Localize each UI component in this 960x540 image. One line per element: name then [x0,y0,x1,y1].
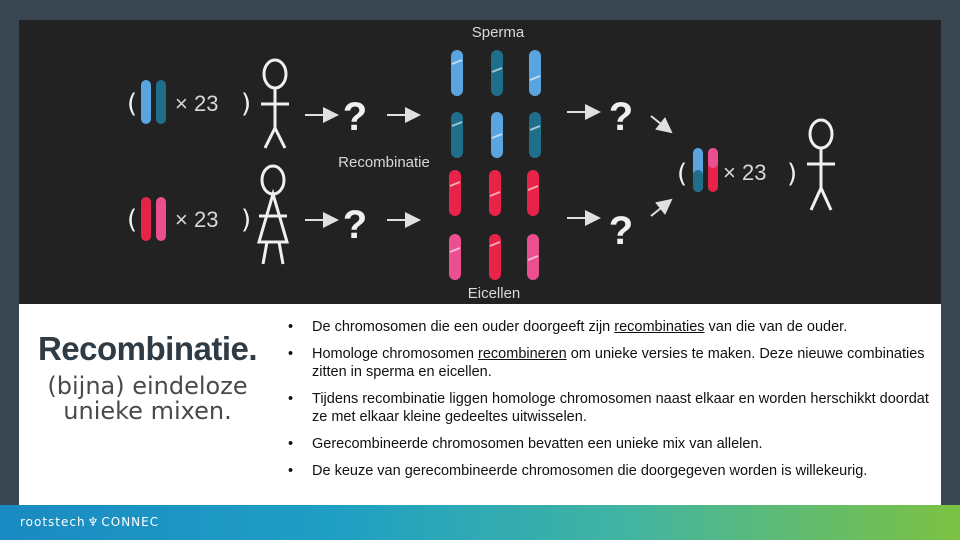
slide-subtitle [20,374,275,424]
egg-chromosome [527,170,539,216]
arrow-q-to-child-top [651,116,671,132]
slide-title-block [20,330,275,424]
bullet-item [288,462,948,480]
bullet-text: Homologe chromosomen [312,346,479,362]
open-paren: ( [677,159,688,189]
egg-chromosome [449,170,461,216]
bullet-text-end: van die van de ouder. [704,319,848,335]
mother-chromosome-pink [156,197,166,241]
bullet-dot: • [288,346,294,362]
bullet-text-end: om unieke versies te maken. Deze nieuwe combinaties zitten in sperma en eicellen. [312,346,925,380]
subtitle-line: (bijna) eindeloze [47,372,248,400]
question-mark-egg: ? [608,209,634,253]
open-paren: ( [127,205,138,235]
close-paren: ) [787,159,798,189]
father-chromosome-light [141,80,151,124]
bullet-item [288,318,948,336]
subtitle-line: unieke mixen. [63,397,232,425]
close-paren: ) [241,89,252,119]
bullet-dot: • [288,319,294,335]
arrow-q-to-child-bottom [651,200,671,216]
bullet-text: De keuze van gerecombineerde chromosomen die doorgegeven worden is willekeurig. [312,463,868,479]
bullet-dot: • [288,391,294,407]
bullet-text: De chromosomen die een ouder doorgeeft zijn [312,319,615,335]
recombination-label: Recombinatie [338,154,430,171]
child-chromosome-paternal-segment [693,170,703,192]
eggs-label: Eicellen [467,285,521,302]
bullet-item [288,390,948,426]
bullet-dot: • [288,436,294,452]
slide-title: Recombinatie. [37,330,258,367]
sperm-chromosome [529,50,541,96]
child-chromosome-pair [677,148,797,192]
child-figure-icon [807,120,835,210]
mother-figure-icon [259,166,287,264]
sperm-chromosome [491,50,503,96]
logo-text-left: rootstech [20,515,86,529]
recombination-diagram [19,20,941,304]
father-count: × 23 [175,91,219,116]
sperm-label: Sperma [471,24,525,41]
bullet-item [288,345,948,381]
sperm-chromosome [529,112,541,158]
father-figure-icon [261,60,289,148]
mother-chromosome-red [141,197,151,241]
bullet-text: Gerecombineerde chromosomen bevatten een unieke mix van allelen. [312,436,763,452]
tree-icon: ♆ [87,515,100,529]
bullet-underlined-term: recombineren [478,346,567,362]
bullet-underlined-term: recombinaties [614,319,705,335]
father-chromosome-dark [156,80,166,124]
mother-chromosome-pair [127,197,251,241]
question-mark-father: ? [342,95,368,139]
sperm-chromosome [451,112,463,158]
footer-bar [0,505,960,540]
rootstech-logo [20,515,159,529]
question-mark-sperm: ? [608,95,634,139]
child-chromosome-maternal-segment [708,148,718,168]
egg-chromosome [489,234,501,280]
question-mark-mother: ? [342,203,368,247]
close-paren: ) [241,205,252,235]
egg-chromosomes [449,170,539,280]
logo-text-right: CONNEC [101,515,160,529]
bullet-dot: • [288,463,294,479]
child-count: × 23 [723,160,767,185]
sperm-chromosome [451,50,463,96]
open-paren: ( [127,89,138,119]
egg-chromosome [449,234,461,280]
bullet-item [288,435,948,453]
sperm-chromosomes [451,50,541,158]
mother-count: × 23 [175,207,219,232]
bullet-list [288,318,948,489]
father-chromosome-pair [127,80,251,124]
bullet-text: Tijdens recombinatie liggen homologe chromosomen naast elkaar en worden herschikkt doordat ze met elkaar kleine gedeeltes uitwisselen. [312,391,929,425]
